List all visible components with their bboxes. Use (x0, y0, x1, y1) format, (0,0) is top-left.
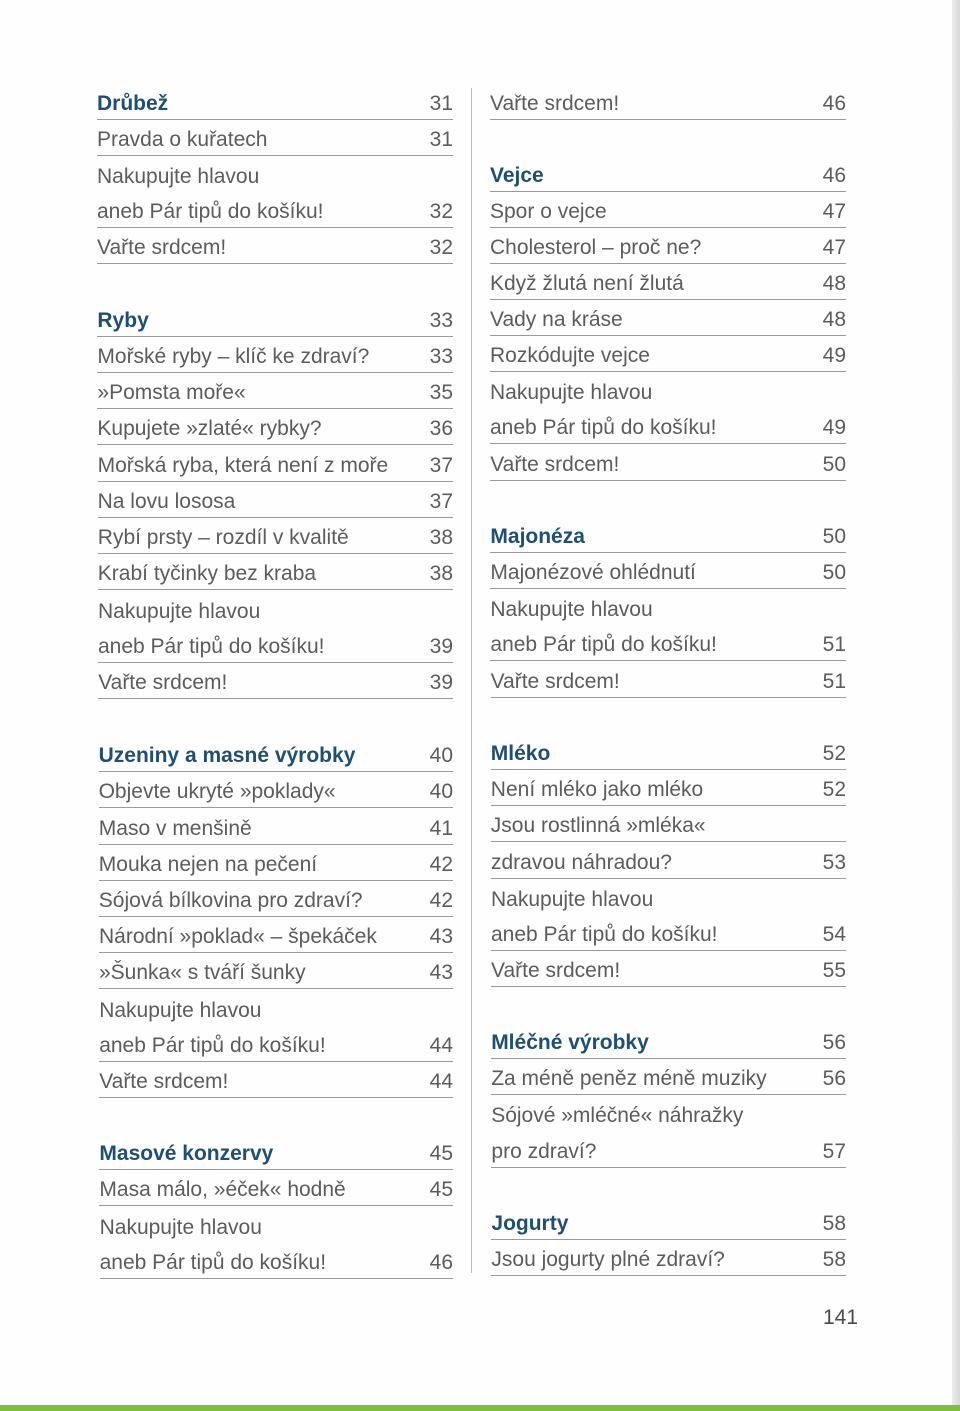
toc-entry-title: aneb Pár tipů do košíku! (490, 416, 717, 439)
toc-entry-page: 46 (429, 1250, 453, 1274)
page-edge-shadow (952, 0, 960, 1411)
toc-entry-page: 47 (822, 200, 846, 223)
toc-entry (490, 264, 846, 300)
toc-section-heading (97, 301, 453, 337)
toc-entry (98, 554, 453, 590)
toc-entry-page: 44 (429, 1033, 453, 1057)
toc-entry (97, 228, 453, 264)
toc-entry (491, 915, 846, 951)
toc-entry-title: Maso v menšině (98, 816, 252, 840)
toc-entry (99, 1026, 453, 1062)
toc-entry-title: Vařte srdcem! (490, 452, 620, 476)
toc-entry-title: zdravou náhradou? (491, 850, 672, 874)
toc-entry (491, 1095, 846, 1131)
toc-entry-page: 43 (429, 925, 453, 948)
toc-section-heading (97, 84, 453, 120)
toc-entry-title: Objevte ukryté »poklady« (98, 780, 336, 803)
toc-entry-title: Nakupujte hlavou (490, 598, 653, 621)
toc-entry-page: 32 (429, 200, 453, 223)
toc-entry (99, 917, 453, 953)
toc-entry (100, 1207, 453, 1243)
toc-entry-title: Není mléko jako mléko (490, 778, 704, 801)
toc-entry-page: 31 (429, 128, 453, 151)
toc-entry (100, 1243, 453, 1279)
toc-entry (491, 1059, 846, 1095)
toc-entry-title: Vařte srdcem! (99, 1069, 229, 1093)
toc-section-heading (490, 156, 846, 192)
toc-entry-page: 54 (822, 922, 846, 946)
toc-entry-page: 42 (429, 888, 453, 912)
toc-entry-title: Spor o vejce (490, 200, 607, 223)
toc-entry (97, 337, 453, 373)
toc-entry-page: 49 (822, 416, 846, 439)
toc-entry-page: 40 (429, 780, 453, 803)
toc-entry-title: pro zdraví? (491, 1139, 597, 1163)
toc-entry-title: aneb Pár tipů do košíku! (491, 922, 718, 946)
toc-entry-page: 56 (822, 1031, 846, 1054)
toc-entry-title: aneb Pár tipů do košíku! (99, 1033, 326, 1057)
toc-entry-page: 32 (429, 236, 453, 259)
toc-entry-page: 37 (429, 489, 453, 513)
toc-section-heading (491, 734, 846, 770)
toc-entry (490, 625, 846, 661)
toc-entry (97, 120, 453, 156)
toc-entry-title: Vařte srdcem! (491, 958, 621, 982)
toc-entry-page: 37 (429, 453, 453, 477)
toc-entry-title: Mouka nejen na pečení (98, 852, 318, 876)
toc-entry (491, 1132, 846, 1168)
toc-entry-page: 46 (822, 164, 846, 187)
toc-entry-title: Vařte srdcem! (490, 92, 620, 115)
toc-entry-title: Nakupujte hlavou (99, 1215, 262, 1239)
toc-entry-page: 43 (429, 961, 453, 984)
toc-entry-title: Sójové »mléčné« náhražky (491, 1104, 744, 1127)
toc-entry-title: »Šunka« s tváří šunky (99, 961, 306, 984)
toc-entry (97, 409, 453, 445)
page-edge-accent (0, 1405, 960, 1411)
toc-entry-title: Mořské ryby – klíč ke zdraví? (97, 345, 370, 368)
toc-entry-title: Ryby (97, 309, 149, 332)
toc-entry-title: Vady na kráse (490, 308, 623, 331)
toc-section-heading (491, 1023, 846, 1059)
toc-entry-title: Za méně peněz méně muziky (491, 1067, 767, 1090)
toc-entry-page: 40 (429, 744, 453, 767)
toc-entry-page: 36 (429, 417, 453, 440)
toc-entry-title: aneb Pár tipů do košíku! (98, 634, 325, 658)
toc-entry-title: Vařte srdcem! (98, 671, 228, 694)
toc-section-heading (490, 517, 846, 553)
toc-entry-title: Nakupujte hlavou (490, 381, 653, 404)
toc-entry-page: 33 (429, 309, 453, 332)
toc-entry-page: 58 (822, 1247, 846, 1271)
toc-entry (491, 1240, 846, 1276)
toc-entry-title: Mléčné výrobky (491, 1031, 649, 1054)
toc-entry (98, 446, 453, 482)
toc-entry (98, 518, 453, 554)
toc-entry-page: 47 (822, 236, 846, 259)
toc-entry-title: Drůbež (97, 92, 169, 115)
toc-entry-title: Jogurty (491, 1211, 569, 1235)
toc-entry (99, 990, 453, 1026)
toc-entry (97, 156, 453, 192)
toc-entry (97, 373, 453, 409)
toc-entry (98, 591, 453, 627)
toc-entry (490, 445, 846, 481)
toc-entry-title: »Pomsta moře« (97, 381, 246, 404)
toc-entry-title: Nakupujte hlavou (98, 599, 261, 623)
toc-entry (491, 843, 846, 879)
toc-entry (98, 663, 453, 699)
column-divider (471, 88, 472, 1273)
toc-entry-title: Rybí prsty – rozdíl v kvalitě (97, 526, 349, 549)
toc-entry-title: Na lovu lososa (97, 489, 236, 513)
toc-entry (490, 589, 846, 625)
toc-entry-page: 52 (822, 778, 846, 801)
toc-entry-page: 57 (822, 1139, 846, 1163)
toc-entry (99, 1062, 453, 1098)
toc-entry-page: 50 (822, 561, 846, 584)
toc-entry-title: Nakupujte hlavou (491, 887, 654, 911)
toc-entry-title: aneb Pár tipů do košíku! (490, 633, 717, 656)
toc-entry-page: 45 (429, 1142, 453, 1165)
toc-entry (490, 372, 846, 408)
toc-entry-title: Jsou rostlinná »mléka« (490, 814, 706, 837)
toc-entry-page: 33 (429, 345, 453, 368)
toc-entry-page: 48 (822, 308, 846, 331)
toc-entry-page: 45 (429, 1178, 453, 1201)
toc-entry-page: 50 (822, 525, 846, 548)
toc-entry-page: 55 (822, 958, 846, 982)
toc-entry (490, 300, 846, 336)
toc-entry-title: Uzeniny a masné výrobky (98, 744, 356, 767)
toc-entry (98, 627, 453, 663)
toc-entry (99, 953, 453, 989)
toc-entry (491, 806, 846, 842)
toc-entry-title: Vařte srdcem! (97, 236, 227, 259)
toc-entry-page: 38 (429, 562, 453, 585)
toc-entry (490, 192, 846, 228)
toc-section-heading (491, 1204, 846, 1240)
toc-entry (490, 228, 846, 264)
toc-entry (491, 879, 846, 915)
toc-entry-title: Jsou jogurty plné zdraví? (491, 1247, 725, 1271)
toc-entry-page: 48 (822, 272, 846, 295)
toc-entry (99, 1170, 453, 1206)
toc-entry (490, 408, 846, 444)
toc-entry-page: 51 (822, 669, 846, 693)
toc-section-heading (99, 736, 453, 772)
toc-entry (98, 482, 453, 518)
page-number: 141 (823, 1306, 859, 1329)
toc-entry-title: Mořská ryba, která není z moře (97, 453, 389, 477)
toc-entry-title: Majonézové ohlédnutí (490, 561, 696, 584)
toc-entry-title: Když žlutá není žlutá (490, 272, 684, 295)
toc-entry-page: 52 (822, 742, 846, 765)
toc-entry-page: 56 (822, 1067, 846, 1090)
toc-entry (99, 809, 453, 845)
toc-entry-page: 39 (429, 634, 453, 658)
toc-entry-page: 49 (822, 344, 846, 367)
toc-entry (491, 951, 846, 987)
toc-entry-title: Nakupujte hlavou (99, 998, 262, 1022)
toc-entry (491, 770, 846, 806)
toc-entry-page: 39 (429, 671, 453, 694)
toc-entry-title: Nakupujte hlavou (97, 165, 260, 188)
toc-entry-title: Masa málo, »éček« hodně (99, 1178, 346, 1201)
toc-entry (490, 553, 846, 589)
toc-entry (490, 336, 846, 372)
toc-entry-page: 46 (822, 92, 846, 115)
toc-entry-title: Národní »poklad« – špekáček (99, 925, 377, 948)
toc-entry-page: 38 (429, 526, 453, 549)
toc-entry (97, 192, 453, 228)
toc-section-heading (99, 1134, 453, 1170)
toc-entry-page: 51 (822, 633, 846, 656)
toc-entry (491, 662, 846, 698)
toc-entry (490, 84, 846, 120)
toc-entry-page: 41 (429, 816, 453, 840)
toc-entry-title: Sójová bílkovina pro zdraví? (98, 888, 363, 912)
toc-entry-title: Pravda o kuřatech (97, 128, 268, 151)
toc-entry-title: Vejce (490, 164, 544, 187)
toc-entry-title: Vařte srdcem! (490, 669, 620, 693)
toc-entry-title: Mléko (490, 742, 551, 765)
toc-entry-title: Masové konzervy (99, 1142, 274, 1165)
toc-entry-page: 35 (429, 381, 453, 404)
toc-entry (99, 845, 453, 881)
toc-entry-page: 42 (429, 852, 453, 876)
toc-entry-title: Kupujete »zlaté« rybky? (97, 417, 322, 440)
toc-entry-page: 31 (429, 92, 453, 115)
toc-entry-title: Majonéza (490, 525, 585, 548)
toc-entry (99, 881, 453, 917)
toc-entry-page: 53 (822, 850, 846, 874)
toc-entry-page: 58 (822, 1211, 846, 1235)
toc-entry (99, 772, 453, 808)
toc-entry-page: 44 (429, 1069, 453, 1093)
toc-entry-page: 50 (822, 452, 846, 476)
toc-entry-title: Krabí tyčinky bez kraba (97, 562, 317, 585)
toc-entry-title: Rozkódujte vejce (490, 344, 650, 367)
toc-entry-title: aneb Pár tipů do košíku! (99, 1250, 327, 1274)
toc-entry-title: aneb Pár tipů do košíku! (97, 200, 324, 223)
toc-entry-title: Cholesterol – proč ne? (490, 236, 702, 259)
